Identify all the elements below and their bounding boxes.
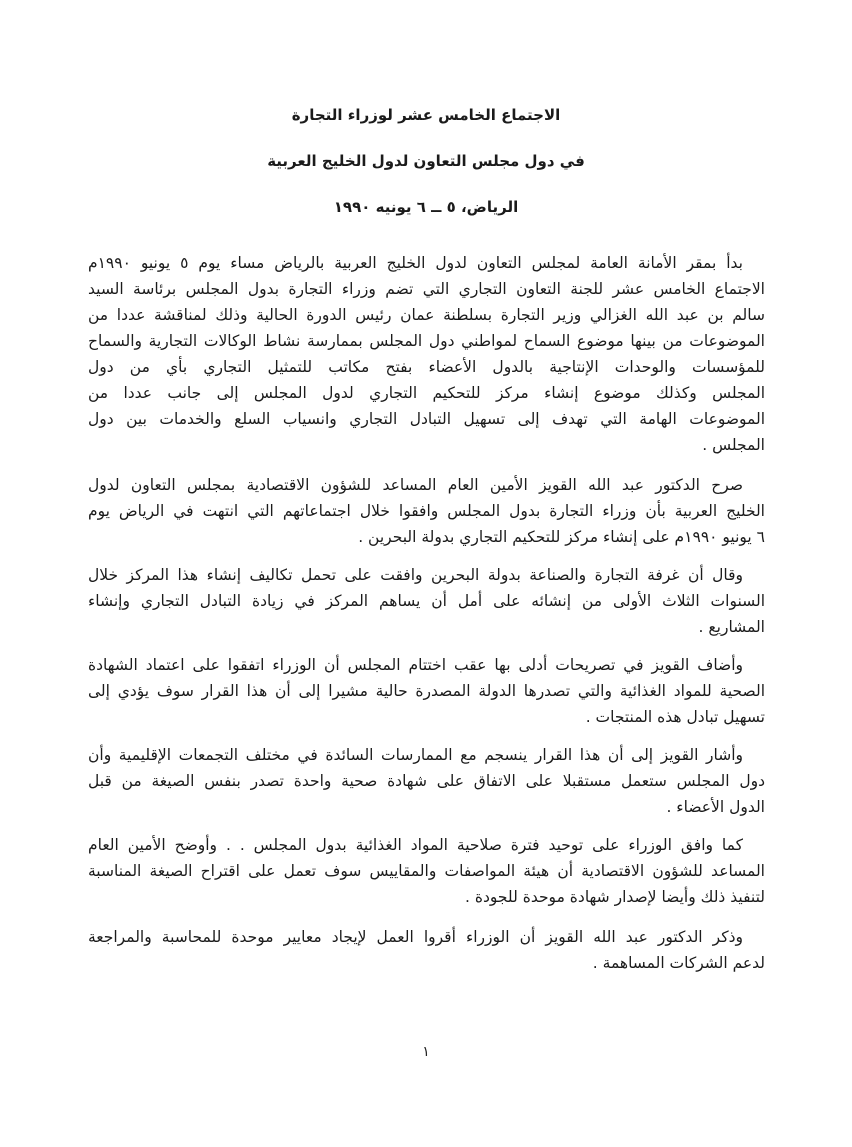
text-line: لتنفيذ ذلك وأيضا لإصدار شهادة موحدة للجودة . bbox=[465, 888, 765, 906]
text-line: الخليج العربية بأن وزراء التجارة بدول المجلس وافقوا خلال اجتماعاتهم التي انتهت في الرياض يوم bbox=[88, 502, 765, 520]
text-line: للمؤسسات والوحدات الإنتاجية بالدول الأعضاء بفتح مكاتب للتمثيل التجاري بأي من دول bbox=[88, 358, 765, 376]
paragraph bbox=[88, 562, 765, 640]
text-line: وذكر الدكتور عبد الله القويز أن الوزراء أقروا العمل لإيجاد معايير موحدة للمحاسبة والمراجعة bbox=[88, 928, 743, 946]
text-line: تسهيل تبادل هذه المنتجات . bbox=[585, 708, 765, 726]
paragraph bbox=[88, 472, 765, 550]
document-body bbox=[88, 250, 765, 976]
text-line: دول المجلس ستعمل مستقبلا على الاتفاق على شهادة صحية واحدة تصدر بنفس الصيغة من قبل bbox=[88, 772, 765, 790]
paragraph bbox=[88, 250, 765, 458]
title-line: الرياض، ٥ ــ ٦ يونيه ١٩٩٠ bbox=[333, 198, 519, 216]
text-line: وأضاف القويز في تصريحات أدلى بها عقب اختتام المجلس أن الوزراء اتفقوا على اعتماد الشهادة bbox=[88, 656, 743, 674]
text-line: الصحية للمواد الغذائية والتي تصدرها الدولة المصدرة حالية مشيرا إلى أن هذا القرار سوف يؤدي إلى bbox=[88, 682, 765, 700]
title-line: في دول مجلس التعاون لدول الخليج العربية bbox=[267, 152, 585, 170]
page-number: ١ bbox=[422, 1044, 430, 1060]
text-line: بدأ بمقر الأمانة العامة لمجلس التعاون لدول الخليج العربية بالرياض مساء يوم ٥ يونيو ١٩٩٠م bbox=[88, 254, 743, 272]
text-line: سالم بن عبد الله الغزالي وزير التجارة بسلطنة عمان رئيس الدورة الحالية وذلك لمناقشة عددا من bbox=[88, 306, 765, 324]
text-line: وقال أن غرفة التجارة والصناعة بدولة البحرين وافقت على تحمل تكاليف إنشاء هذا المركز خلال bbox=[88, 566, 743, 584]
text-line: المجلس . bbox=[702, 436, 765, 454]
paragraph bbox=[88, 742, 765, 820]
text-line: الموضوعات من بينها موضوع السماح لمواطني دول المجلس بممارسة نشاط الوكالات التجارية والسماح bbox=[88, 332, 765, 350]
text-line: وأشار القويز إلى أن هذا القرار ينسجم مع الممارسات السائدة في مختلف التجمعات الإقليمية وأن bbox=[88, 746, 743, 764]
text-line: المساعد للشؤون الاقتصادية أن هيئة المواصفات والمقاييس سوف تعمل على اقتراح الصيغة المناسبة bbox=[88, 862, 765, 880]
text-line: الموضوعات الهامة التي تهدف إلى تسهيل التبادل التجاري وانسياب السلع والخدمات بين دول bbox=[88, 410, 765, 428]
text-line: لدعم الشركات المساهمة . bbox=[592, 954, 765, 972]
text-line: المشاريع . bbox=[698, 618, 765, 636]
text-line: الدول الأعضاء . bbox=[666, 798, 765, 816]
title-line: الاجتماع الخامس عشر لوزراء التجارة bbox=[291, 106, 561, 124]
text-line: صرح الدكتور عبد الله القويز الأمين العام المساعد للشؤون الاقتصادية بمجلس التعاون لدول bbox=[88, 476, 743, 494]
text-line: كما وافق الوزراء على توحيد فترة صلاحية المواد الغذائية بدول المجلس . . وأوضح الأمين العام bbox=[88, 836, 743, 854]
text-line: ٦ يونيو ١٩٩٠م على إنشاء مركز للتحكيم التجاري بدولة البحرين . bbox=[358, 528, 765, 546]
text-line: السنوات الثلاث الأولى من إنشائه على أمل أن يساهم المركز في زيادة التبادل التجاري وإنشاء bbox=[88, 592, 765, 610]
paragraph bbox=[88, 832, 765, 910]
text-line: المجلس وكذلك موضوع إنشاء مركز للتحكيم التجاري لدول المجلس إلى جانب عددا من bbox=[88, 384, 765, 402]
text-line: الاجتماع الخامس عشر للجنة التعاون التجاري التي تضم وزراء التجارة بدول المجلس برئاسة السيد bbox=[88, 280, 765, 298]
paragraph bbox=[88, 652, 765, 730]
document-title bbox=[0, 0, 852, 230]
paragraph bbox=[88, 924, 765, 976]
